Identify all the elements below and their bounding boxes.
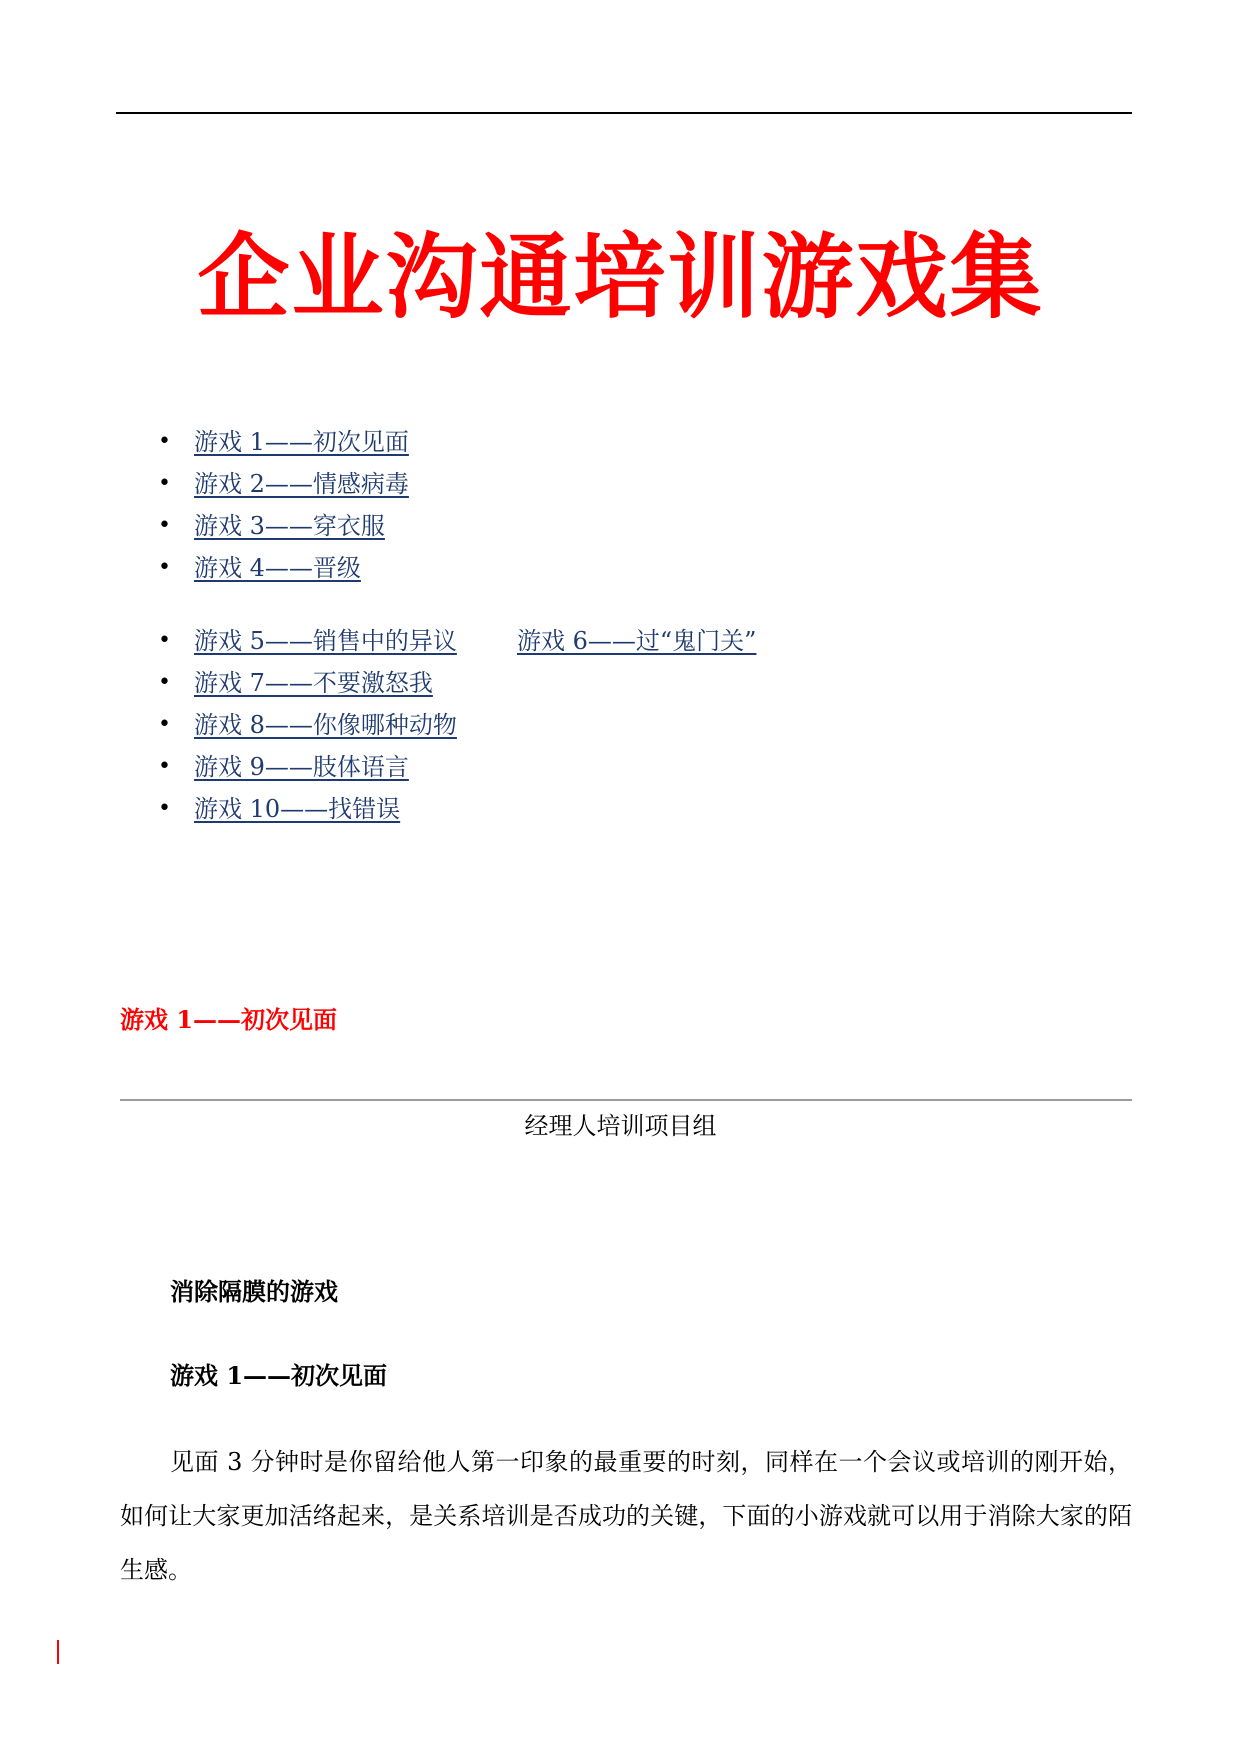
bullet-icon: •	[158, 555, 171, 580]
section-divider	[120, 1099, 1132, 1101]
toc-link-game-1[interactable]: 游戏 1——初次见面	[194, 428, 409, 456]
toc-link-game-8[interactable]: 游戏 8——你像哪种动物	[194, 711, 457, 739]
toc-link-game-5[interactable]: 游戏 5——销售中的异议	[194, 627, 457, 655]
toc-link-game-7[interactable]: 游戏 7——不要激怒我	[194, 669, 433, 697]
bullet-icon: •	[158, 429, 171, 454]
toc-link-game-9[interactable]: 游戏 9——肢体语言	[194, 753, 409, 781]
bullet-icon: •	[158, 712, 171, 737]
body-paragraph: 见面 3 分钟时是你留给他人第一印象的最重要的时刻，同样在一个会议或培训的刚开始，如何让大家更加活络起来，是关系培训是否成功的关键，下面的小游戏就可以用于消除大家的陌生感。	[120, 1448, 1132, 1584]
bullet-icon: •	[158, 796, 171, 821]
organization-label: 经理人培训项目组	[524, 1112, 717, 1140]
toc-link-game-10[interactable]: 游戏 10——找错误	[194, 795, 401, 823]
toc-link-game-2[interactable]: 游戏 2——情感病毒	[194, 470, 409, 498]
toc-link-game-6[interactable]: 游戏 6——过“鬼门关”	[517, 627, 757, 655]
top-horizontal-rule	[116, 112, 1132, 114]
toc-link-game-4[interactable]: 游戏 4——晋级	[194, 554, 361, 582]
bullet-icon: •	[158, 513, 171, 538]
bullet-icon: •	[158, 670, 171, 695]
category-heading: 消除隔膜的游戏	[170, 1277, 338, 1306]
section-heading: 游戏 1——初次见面	[120, 1005, 338, 1034]
document-title: 企业沟通培训游戏集	[197, 222, 1044, 331]
toc-link-game-3[interactable]: 游戏 3——穿衣服	[194, 512, 385, 540]
bullet-icon: •	[158, 754, 171, 779]
bullet-icon: •	[158, 471, 171, 496]
margin-change-marker	[57, 1640, 59, 1664]
game-title-heading: 游戏 1——初次见面	[170, 1361, 388, 1390]
bullet-icon: •	[158, 628, 171, 653]
